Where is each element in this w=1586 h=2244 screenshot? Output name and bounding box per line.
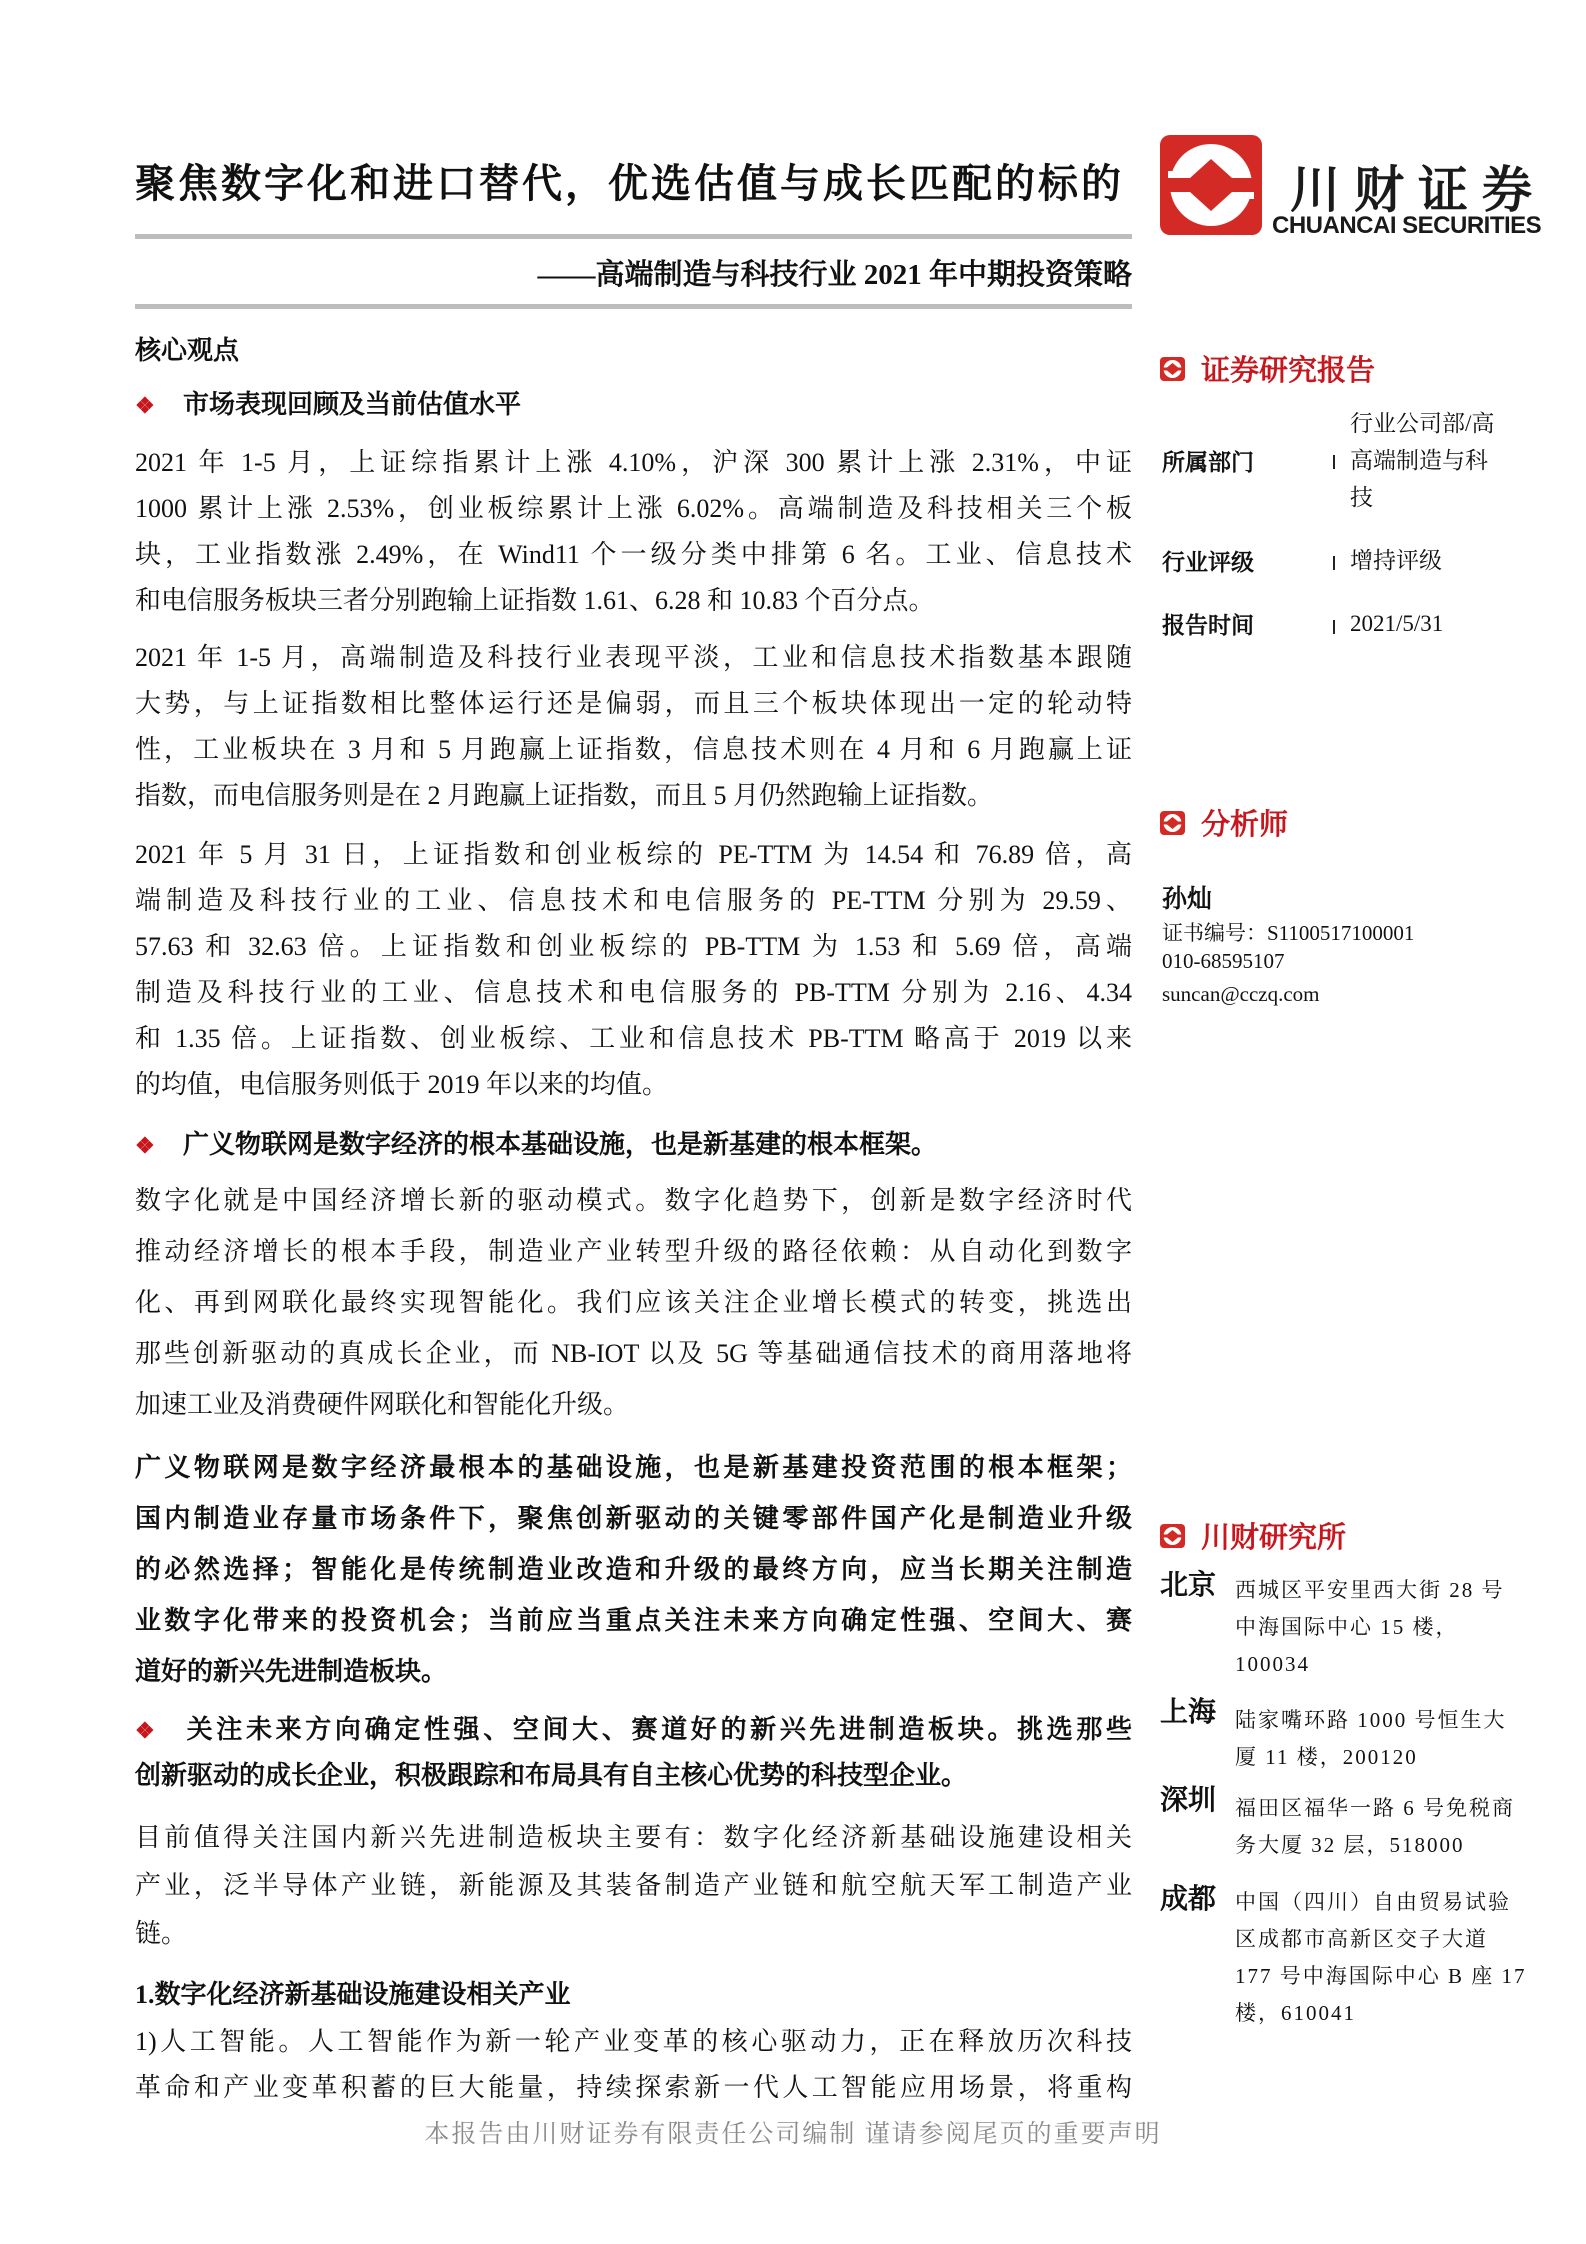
text-line: 性，工业板块在 3 月和 5 月跑赢上证指数，信息技术则在 4 月和 6 月跑赢上证 — [135, 735, 1132, 764]
address-line: 区成都市高新区交子大道 — [1235, 1927, 1488, 1951]
office-address-shenzhen — [1235, 1790, 1515, 1864]
bullet-market-review — [135, 382, 1132, 428]
separator-mark — [1333, 620, 1335, 634]
text-line: 推动经济增长的根本手段，制造业产业转型升级的路径依赖：从自动化到数字 — [135, 1237, 1132, 1266]
office-city-beijing: 北京 — [1160, 1570, 1217, 1601]
office-city-chengdu: 成都 — [1160, 1884, 1217, 1915]
text-line: 数字化就是中国经济增长新的驱动模式。数字化趋势下，创新是数字经济时代 — [135, 1186, 1132, 1215]
brand-name-cn: 川财证券 — [1290, 161, 1546, 219]
chuancai-logo-icon — [1160, 135, 1262, 235]
text-line: 2021 年 1-5 月，高端制造及科技行业表现平淡，工业和信息技术指数基本跟随 — [135, 643, 1132, 672]
bullet-iot — [135, 1122, 1132, 1168]
address-line: 西城区平安里西大街 28 号 — [1235, 1578, 1505, 1602]
brand-mini-icon — [1160, 811, 1185, 835]
dept-value-line: 高端制造与科 — [1350, 448, 1488, 473]
analyst-email[interactable]: suncan@cczq.com — [1162, 982, 1320, 1006]
text-line: 广义物联网是数字经济最根本的基础设施，也是新基建投资范围的根本框架； — [135, 1453, 1132, 1482]
dept-value — [1350, 405, 1494, 516]
brand-mini-icon — [1160, 357, 1185, 381]
bullet-text: 创新驱动的成长企业，积极跟踪和布局具有自主核心优势的科技型企业。 — [135, 1761, 968, 1790]
address-line: 务大厦 32 层，518000 — [1235, 1833, 1465, 1857]
address-line: 楼，610041 — [1235, 2001, 1356, 2025]
diamond-bullet-icon: ❖ — [135, 1133, 155, 1158]
text-line: 大势，与上证指数相比整体运行还是偏弱，而且三个板块体现出一定的轮动特 — [135, 689, 1132, 718]
institute-section-heading — [1160, 1515, 1346, 1556]
text-line: 目前值得关注国内新兴先进制造板块主要有：数字化经济新基础设施建设相关 — [135, 1823, 1132, 1852]
separator-mark — [1333, 556, 1335, 570]
text-line: 的必然选择；智能化是传统制造业改造和升级的最终方向，应当长期关注制造 — [135, 1555, 1132, 1584]
text-line: 链。 — [135, 1919, 188, 1948]
analyst-phone: 010-68595107 — [1162, 949, 1285, 973]
report-section-heading — [1160, 348, 1375, 389]
paragraph-digitalization — [135, 1175, 1132, 1430]
paragraph-key-conclusion — [135, 1442, 1132, 1697]
text-line: 2021 年 5 月 31 日，上证指数和创业板综的 PE-TTM 为 14.54 和 76.89 倍，高 — [135, 840, 1132, 869]
section-heading: 1.数字化经济新基础设施建设相关产业 — [135, 1980, 571, 2009]
separator-mark — [1333, 455, 1335, 469]
text-line: 加速工业及消费硬件网联化和智能化升级。 — [135, 1390, 630, 1419]
text-line: 制造及科技行业的工业、信息技术和电信服务的 PB-TTM 分别为 2.16、4.34 — [135, 978, 1132, 1007]
rating-value: 增持评级 — [1350, 548, 1442, 573]
text-line: 块，工业指数涨 2.49%，在 Wind11 个一级分类中排第 6 名。工业、信息技术 — [135, 540, 1132, 569]
bullet-text: 市场表现回顾及当前估值水平 — [183, 390, 522, 419]
paragraph-valuation — [135, 832, 1132, 1108]
diamond-bullet-icon: ❖ — [135, 1718, 155, 1743]
report-subtitle: ——高端制造与科技行业 2021 年中期投资策略 — [537, 259, 1132, 291]
text-line: 端制造及科技行业的工业、信息技术和电信服务的 PE-TTM 分别为 29.59、 — [135, 886, 1132, 915]
office-address-shanghai — [1235, 1702, 1507, 1776]
text-line: 1)人工智能。人工智能作为新一轮产业变革的核心驱动力，正在释放历次科技 — [135, 2027, 1132, 2056]
section-title: 川财研究所 — [1201, 1522, 1347, 1554]
paragraph-market-performance — [135, 440, 1132, 624]
address-line: 陆家嘴环路 1000 号恒生大 — [1235, 1708, 1507, 1732]
address-line: 100034 — [1235, 1652, 1310, 1676]
footer-disclaimer: 本报告由川财证券有限责任公司编制 谨请参阅尾页的重要声明 — [424, 2121, 1162, 2148]
text-line: 和 1.35 倍。上证指数、创业板综、工业和信息技术 PB-TTM 略高于 2019 以来 — [135, 1024, 1132, 1053]
office-city-shenzhen: 深圳 — [1160, 1785, 1217, 1816]
brand-mini-icon — [1160, 1524, 1185, 1548]
analyst-section-heading — [1160, 802, 1288, 843]
section-title: 证券研究报告 — [1201, 355, 1376, 387]
bullet-text: 关注未来方向确定性强、空间大、赛道好的新兴先进制造板块。挑选那些 — [183, 1715, 1132, 1744]
diamond-bullet-icon: ❖ — [135, 393, 155, 418]
paragraph-focus-sectors — [135, 1814, 1132, 1958]
address-line: 中国（四川）自由贸易试验 — [1235, 1890, 1511, 1914]
core-viewpoint-label: 核心观点 — [135, 336, 240, 365]
address-line: 中海国际中心 15 楼， — [1235, 1615, 1459, 1639]
report-title: 聚焦数字化和进口替代，优选估值与成长匹配的标的 — [135, 161, 1124, 206]
bullet-text: 广义物联网是数字经济的根本基础设施，也是新基建的根本框架。 — [183, 1130, 938, 1159]
text-line: 的均值，电信服务则低于 2019 年以来的均值。 — [135, 1070, 669, 1099]
title-divider — [135, 234, 1132, 239]
text-line: 产业，泛半导体产业链，新能源及其装备制造产业链和航空航天军工制造产业 — [135, 1871, 1132, 1900]
text-line: 57.63 和 32.63 倍。上证指数和创业板综的 PB-TTM 为 1.53 和 5.69 倍，高端 — [135, 932, 1132, 961]
address-line: 厦 11 楼，200120 — [1235, 1745, 1418, 1769]
text-line: 2021 年 1-5 月，上证综指累计上涨 4.10%，沪深 300 累计上涨 2.31%，中证 — [135, 448, 1132, 477]
address-line: 福田区福华一路 6 号免税商 — [1235, 1796, 1515, 1820]
paragraph-ai — [135, 2019, 1132, 2111]
bullet-emerging-sectors — [135, 1707, 1132, 1799]
address-line: 177 号中海国际中心 B 座 17 — [1235, 1964, 1527, 1988]
text-line: 化、再到网联化最终实现智能化。我们应该关注企业增长模式的转变，挑选出 — [135, 1288, 1132, 1317]
subtitle-divider — [135, 304, 1132, 309]
dept-value-line: 行业公司部/高 — [1350, 411, 1495, 436]
dept-label: 所属部门 — [1162, 450, 1254, 475]
text-line: 和电信服务板块三者分别跑输上证指数 1.61、6.28 和 10.83 个百分点。 — [135, 586, 935, 615]
dept-value-line: 技 — [1350, 485, 1373, 510]
date-value: 2021/5/31 — [1350, 611, 1444, 636]
text-line: 1000 累计上涨 2.53%，创业板综累计上涨 6.02%。高端制造及科技相关三个板 — [135, 494, 1132, 523]
office-city-shanghai: 上海 — [1160, 1697, 1217, 1728]
text-line: 国内制造业存量市场条件下，聚焦创新驱动的关键零部件国产化是制造业升级 — [135, 1504, 1132, 1533]
paragraph-sector-rotation — [135, 635, 1132, 819]
text-line: 指数，而电信服务则是在 2 月跑赢上证指数，而且 5 月仍然跑输上证指数。 — [135, 781, 994, 810]
text-line: 那些创新驱动的真成长企业，而 NB-IOT 以及 5G 等基础通信技术的商用落地将 — [135, 1339, 1132, 1368]
office-address-beijing — [1235, 1572, 1505, 1683]
rating-label: 行业评级 — [1162, 550, 1254, 575]
text-line: 革命和产业变革积蓄的巨大能量，持续探索新一代人工智能应用场景，将重构 — [135, 2073, 1132, 2102]
brand-name-en: CHUANCAI SECURITIES — [1272, 212, 1542, 239]
text-line: 业数字化带来的投资机会；当前应当重点关注未来方向确定性强、空间大、赛 — [135, 1606, 1132, 1635]
analyst-name: 孙灿 — [1162, 886, 1213, 913]
analyst-certificate: 证书编号：S1100517100001 — [1162, 921, 1415, 945]
date-label: 报告时间 — [1162, 613, 1254, 638]
office-address-chengdu — [1235, 1884, 1527, 2032]
section-title: 分析师 — [1201, 809, 1289, 841]
text-line: 道好的新兴先进制造板块。 — [135, 1657, 448, 1686]
